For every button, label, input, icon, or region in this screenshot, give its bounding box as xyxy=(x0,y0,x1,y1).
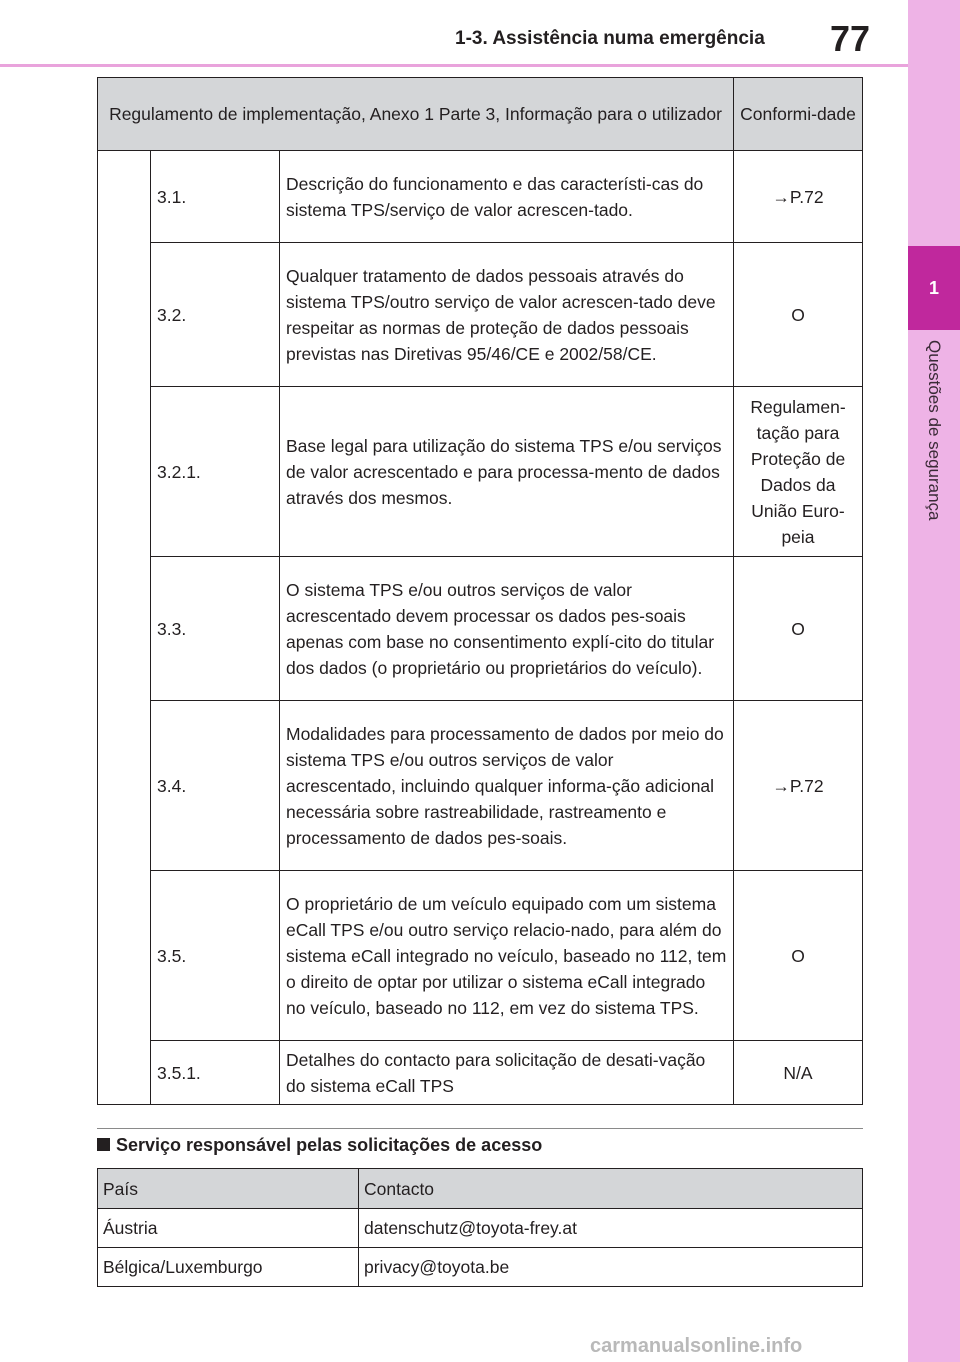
table-row xyxy=(98,871,863,1041)
country-cell: Áustria xyxy=(98,1209,359,1248)
row-text: O sistema TPS e/ou outros serviços de valor acrescentado devem processar os dados pes-soais apenas com base no consentimento explí-cito do titular dos dados (o proprietário ou proprietários do veículo). xyxy=(280,557,734,701)
square-bullet-icon xyxy=(97,1138,110,1151)
page-number: 77 xyxy=(830,18,871,59)
contact-table xyxy=(97,1168,863,1287)
table-row xyxy=(98,1248,863,1287)
row-conformity: N/A xyxy=(734,1041,863,1105)
header-regulation: Regulamento de implementação, Anexo 1 Parte 3, Informação para o utilizador xyxy=(98,78,734,151)
row-number: 3.2.1. xyxy=(151,387,280,557)
contact-email[interactable]: privacy@toyota.be xyxy=(359,1248,863,1287)
table-row xyxy=(98,701,863,871)
row-text: Modalidades para processamento de dados por meio do sistema TPS e/ou outros serviços de valor acrescentado, incluindo qualquer informa-ção adicional necessária sobre rastreabilidade, rastreamento e processamento de dados pes-soais. xyxy=(280,701,734,871)
row-number: 3.2. xyxy=(151,243,280,387)
table-row xyxy=(98,151,863,243)
row-conformity: O xyxy=(734,557,863,701)
row-conformity: O xyxy=(734,871,863,1041)
row-conformity: O xyxy=(734,243,863,387)
row-text: Base legal para utilização do sistema TPS e/ou serviços de valor acrescentado e para processa-mento de dados através dos mesmos. xyxy=(280,387,734,557)
country-cell: Bélgica/Luxemburgo xyxy=(98,1248,359,1287)
access-section-heading xyxy=(97,1128,863,1156)
contact-header-row xyxy=(98,1169,863,1209)
row-text: Qualquer tratamento de dados pessoais através do sistema TPS/outro serviço de valor acrescen-tado deve respeitar as normas de proteção de dados pessoais previstas nas Diretivas 95/46/CE e 2002/58/CE. xyxy=(280,243,734,387)
chapter-label: Questões de segurança xyxy=(925,340,944,521)
table-row xyxy=(98,1209,863,1248)
blank-cell xyxy=(98,151,151,1105)
row-number: 3.3. xyxy=(151,557,280,701)
table-row xyxy=(98,387,863,557)
regulation-table xyxy=(97,77,863,1105)
header-conformity: Conformi-dade xyxy=(734,78,863,151)
header-divider xyxy=(0,64,908,67)
row-number: 3.1. xyxy=(151,151,280,243)
row-conformity: →P.72 xyxy=(734,151,863,243)
row-conformity: Regulamen-tação para Proteção de Dados da União Euro-peia xyxy=(734,387,863,557)
table-row xyxy=(98,243,863,387)
row-conformity: →P.72 xyxy=(734,701,863,871)
contact-email[interactable]: datenschutz@toyota-frey.at xyxy=(359,1209,863,1248)
access-heading-text: Serviço responsável pelas solicitações de acesso xyxy=(116,1135,543,1155)
side-band xyxy=(908,0,960,1362)
row-number: 3.5.1. xyxy=(151,1041,280,1105)
row-text: Detalhes do contacto para solicitação de desati-vação do sistema eCall TPS xyxy=(280,1041,734,1105)
chapter-number: 1 xyxy=(928,277,939,298)
table-header-row xyxy=(98,78,863,151)
watermark: carmanualsonline.info xyxy=(590,1335,803,1357)
chapter-tab[interactable] xyxy=(908,246,960,330)
header-country: País xyxy=(98,1169,359,1209)
row-text: Descrição do funcionamento e das característi-cas do sistema TPS/serviço de valor acrescen-tado. xyxy=(280,151,734,243)
row-number: 3.5. xyxy=(151,871,280,1041)
row-text: O proprietário de um veículo equipado com um sistema eCall TPS e/ou outro serviço relacio-nado, para além do sistema eCall integrado no veículo, baseado no 112, tem o direito de optar por utilizar o sistema eCall integrado no veículo, baseado no 112, em vez do sistema TPS. xyxy=(280,871,734,1041)
row-number: 3.4. xyxy=(151,701,280,871)
section-title: 1-3. Assistência numa emergência xyxy=(455,28,765,49)
table-row xyxy=(98,1041,863,1105)
table-row xyxy=(98,557,863,701)
header-contact: Contacto xyxy=(359,1169,863,1209)
